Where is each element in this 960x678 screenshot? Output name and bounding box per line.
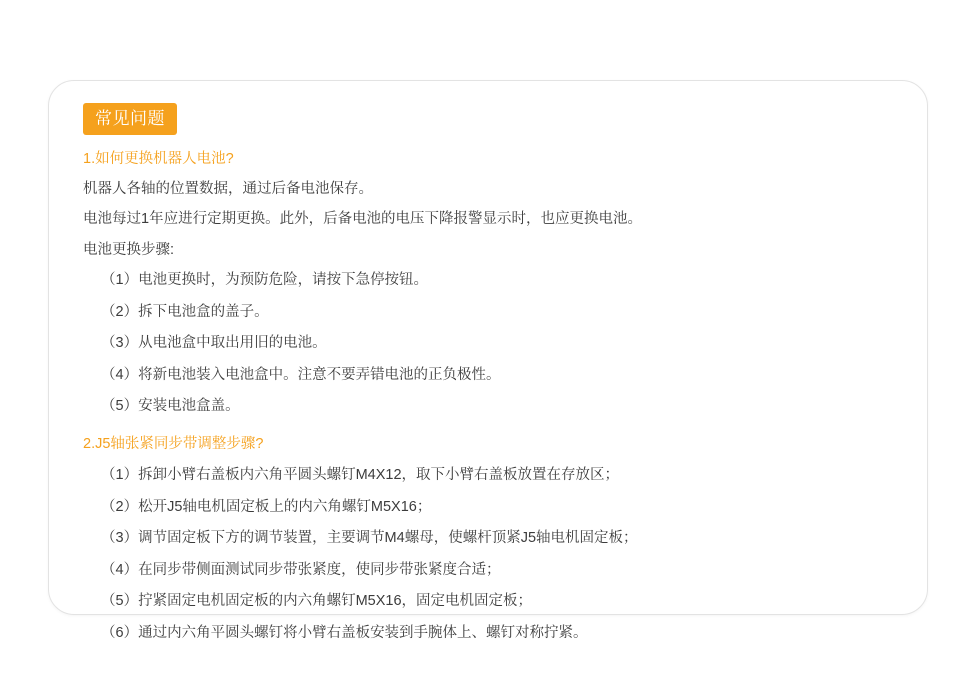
list-item: （1）拆卸小臂右盖板内六角平圆头螺钉M4X12，取下小臂右盖板放置在存放区； (101, 467, 620, 484)
list-item: （3）从电池盒中取出用旧的电池。 (101, 335, 327, 352)
list-item: （3）调节固定板下方的调节装置，主要调节M4螺母，使螺杆顶紧J5轴电机固定板； (101, 530, 638, 547)
faq-step-list (83, 464, 893, 644)
faq-step-list (83, 269, 893, 417)
list-item: （2）松开J5轴电机固定板上的内六角螺钉M5X16； (101, 498, 432, 515)
faq-question: 1.如何更换机器人电池? (83, 151, 234, 167)
faq-block-2 (83, 434, 893, 645)
list-item: （6）通过内六角平圆头螺钉将小臂右盖板安装到手腕体上、螺钉对称拧紧。 (101, 624, 588, 641)
list-item: （1）电池更换时，为预防危险，请按下急停按钮。 (101, 272, 429, 289)
list-item: （4）将新电池装入电池盒中。注意不要弄错电池的正负极性。 (101, 366, 501, 383)
list-item: （2）拆下电池盒的盖子。 (101, 303, 269, 320)
faq-answer-line: 电池每过1年应进行定期更换。此外，后备电池的电压下降报警显示时，也应更换电池。 (83, 211, 643, 228)
list-item: （4）在同步带侧面测试同步带张紧度，使同步带张紧度合适； (101, 561, 501, 578)
list-item: （5）拧紧固定电机固定板的内六角螺钉M5X16，固定电机固定板； (101, 593, 533, 610)
faq-card (48, 80, 928, 641)
faq-answer-line: 机器人各轴的位置数据，通过后备电池保存。 (83, 180, 373, 197)
faq-block-1 (83, 149, 893, 418)
faq-card-content (49, 81, 927, 644)
faq-question: 2.J5轴张紧同步带调整步骤? (83, 435, 264, 452)
section-badge: 常见问题 (83, 103, 177, 135)
faq-answer-line: 电池更换步骤: (83, 241, 175, 258)
list-item: （5）安装电池盒盖。 (101, 398, 240, 415)
